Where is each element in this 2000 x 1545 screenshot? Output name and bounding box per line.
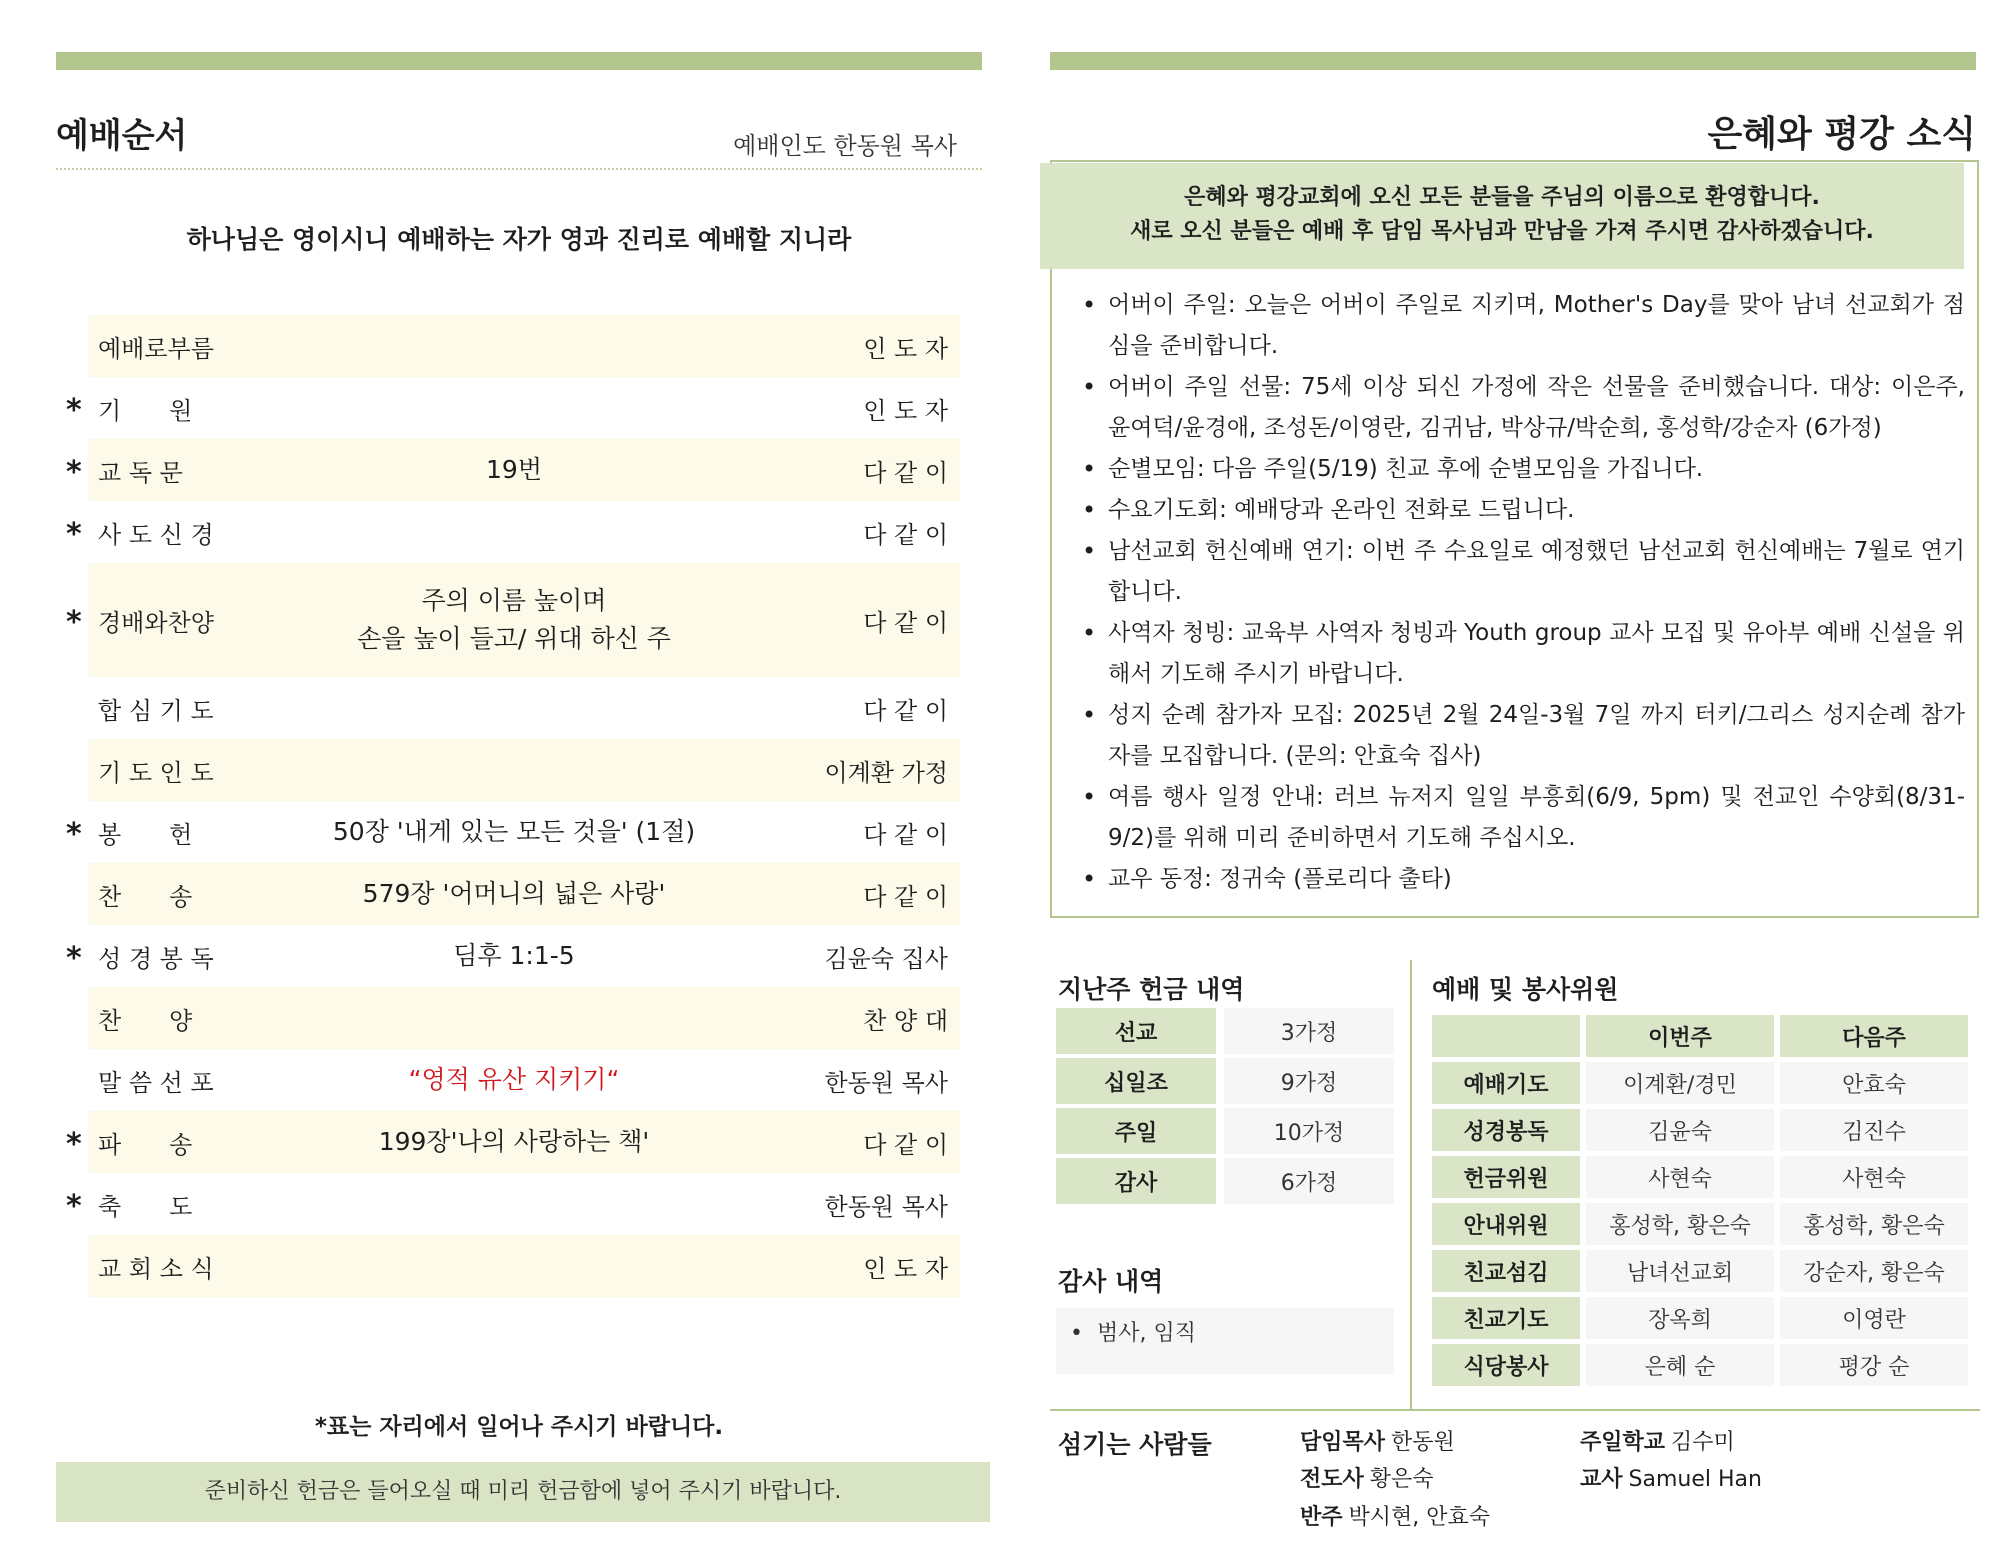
thanks-item: • 범사, 임직: [1070, 1316, 1196, 1347]
order-row: [66, 677, 960, 739]
service-this-week: 남녀선교회: [1586, 1250, 1774, 1292]
offering-note: 준비하신 헌금은 들어오실 때 미리 헌금함에 넣어 주시기 바랍니다.: [56, 1462, 990, 1522]
servant-entry: [1300, 1500, 1490, 1531]
order-item-leader: 다 같 이: [863, 820, 948, 849]
order-item-content: 주의 이름 높이며 손을 높이 들고/ 위대 하신 주: [357, 586, 671, 653]
news-item: • 어버이 주일 선물: 75세 이상 되신 가정에 작은 선물을 준비했습니다. 대상: 이은주, 윤여덕/윤경애, 조성돈/이영란, 김귀남, 박상규/박순희, 홍성학/강순자 (6가정): [1080, 367, 1965, 449]
service-next-week: 안효숙: [1780, 1062, 1968, 1104]
order-row: [66, 987, 960, 1049]
worship-leader: 예배인도 한동원 목사: [733, 132, 957, 160]
stand-marker: [66, 1015, 88, 1021]
service-row: [1432, 1203, 1968, 1245]
scripture-verse: 하나님은 영이시니 예배하는 자가 영과 진리로 예배할 지니라: [186, 225, 852, 254]
order-row: [66, 439, 960, 501]
offering-summary-title: 지난주 헌금 내역: [1058, 975, 1245, 1004]
order-item-name: 사 도 신 경: [98, 520, 214, 549]
order-item-content: 50장 '내게 있는 모든 것을' (1절): [332, 817, 696, 846]
stand-marker: *: [66, 817, 82, 852]
stand-marker: *: [66, 517, 82, 552]
order-item-leader: 김윤숙 집사: [824, 944, 948, 973]
order-item-content: 579장 '어머니의 넓은 사랑': [362, 879, 666, 908]
service-committee-table: [1426, 1010, 1974, 1391]
order-item-leader: 다 같 이: [863, 608, 948, 637]
service-role: 성경봉독: [1432, 1109, 1580, 1151]
stand-marker: *: [66, 605, 82, 640]
order-item-name: 파 송: [98, 1130, 193, 1159]
service-role: 친교섬김: [1432, 1250, 1580, 1292]
order-row: [66, 1173, 960, 1235]
order-item-leader: 한동원 목사: [824, 1192, 948, 1221]
service-role: 예배기도: [1432, 1062, 1580, 1104]
welcome-line-1: 은혜와 평강교회에 오신 모든 분들을 주님의 이름으로 환영합니다.: [1184, 185, 1820, 210]
offering-value: 9가정: [1216, 1058, 1394, 1104]
order-row: [66, 1111, 960, 1173]
service-next-week: 홍성학, 황은숙: [1780, 1203, 1968, 1245]
stand-marker: [66, 767, 88, 773]
order-item-content: “영적 유산 지키기“: [408, 1065, 620, 1094]
service-next-week: 사현숙: [1780, 1156, 1968, 1198]
service-this-week: 김윤숙: [1586, 1109, 1774, 1151]
servant-entry: [1580, 1462, 1762, 1493]
order-item-name: 기 원: [98, 396, 193, 425]
stand-marker: *: [66, 1127, 82, 1162]
order-item-content: 19번: [486, 455, 542, 484]
stand-marker: *: [66, 1189, 82, 1224]
order-item-name: 기 도 인 도: [98, 758, 214, 787]
order-row: [66, 501, 960, 563]
offering-value: 3가정: [1216, 1008, 1394, 1054]
vertical-divider: [1410, 960, 1412, 1410]
order-item-name: 말 씀 선 포: [98, 1068, 214, 1097]
offering-label: 감사: [1056, 1158, 1216, 1204]
stand-marker: [66, 1263, 88, 1269]
welcome-line-2: 새로 오신 분들은 예배 후 담임 목사님과 만남을 가져 주시면 감사하겠습니다.: [1130, 219, 1874, 244]
service-this-week: 이계환/경민: [1586, 1062, 1774, 1104]
order-item-leader: 한동원 목사: [824, 1068, 948, 1097]
service-row: [1432, 1109, 1968, 1151]
order-item-name: 봉 헌: [98, 820, 193, 849]
news-item: • 어버이 주일: 오늘은 어버이 주일로 지키며, Mother's Day를 맞아 남녀 선교회가 점심을 준비합니다.: [1080, 285, 1965, 367]
stand-note: *표는 자리에서 일어나 주시기 바랍니다.: [314, 1414, 724, 1440]
worship-order-title: 예배순서: [56, 116, 188, 156]
right-top-bar: [1050, 52, 1976, 70]
order-item-content: 딤후 1:1-5: [453, 941, 575, 970]
offering-row: [1056, 1008, 1394, 1054]
order-item-name: 예배로부름: [98, 334, 214, 363]
news-item: • 순별모임: 다음 주일(5/19) 친교 후에 순별모임을 가집니다.: [1080, 449, 1965, 490]
order-row: [66, 739, 960, 801]
service-next-week: 평강 순: [1780, 1344, 1968, 1386]
order-item-leader: 이계환 가정: [824, 758, 948, 787]
offering-summary-table: [1056, 1004, 1394, 1208]
left-top-bar: [56, 52, 982, 70]
order-item-name: 찬 송: [98, 882, 193, 911]
order-row: [66, 563, 960, 677]
order-row: [66, 377, 960, 439]
order-row: [66, 1235, 960, 1297]
service-row: [1432, 1156, 1968, 1198]
order-item-name: 성 경 봉 독: [98, 944, 214, 973]
servant-role: 반주: [1300, 1505, 1343, 1530]
order-item-name: 합 심 기 도: [98, 696, 214, 725]
servants-title: 섬기는 사람들: [1058, 1430, 1212, 1459]
worship-order-list: [66, 315, 960, 1297]
order-item-leader: 다 같 이: [863, 882, 948, 911]
stand-marker: [66, 1077, 88, 1083]
offering-value: 6가정: [1216, 1158, 1394, 1204]
servant-entry: [1300, 1462, 1434, 1493]
order-row: [66, 925, 960, 987]
servant-name: 한동원: [1391, 1430, 1455, 1455]
news-item: • 성지 순례 참가자 모집: 2025년 2월 24일-3월 7일 까지 터키/그리스 성지순례 참가자를 모집합니다. (문의: 안효숙 집사): [1080, 695, 1965, 777]
news-list: [1080, 285, 1965, 900]
order-item-name: 교 독 문: [98, 458, 183, 487]
service-column-header: 이번주: [1586, 1015, 1774, 1057]
order-row: [66, 315, 960, 377]
order-item-name: 경배와찬양: [98, 608, 214, 637]
service-next-week: 이영란: [1780, 1297, 1968, 1339]
news-item: • 여름 행사 일정 안내: 러브 뉴저지 일일 부흥회(6/9, 5pm) 및 전교인 수양회(8/31-9/2)를 위해 미리 준비하면서 기도해 주십시오.: [1080, 777, 1965, 859]
offering-row: [1056, 1108, 1394, 1154]
service-committee-title: 예배 및 봉사위원: [1432, 975, 1619, 1004]
order-item-leader: 다 같 이: [863, 696, 948, 725]
service-this-week: 은혜 순: [1586, 1344, 1774, 1386]
servant-role: 주일학교: [1580, 1430, 1666, 1455]
service-row: [1432, 1062, 1968, 1104]
dotted-divider: [56, 168, 982, 170]
order-row: [66, 1049, 960, 1111]
servant-role: 담임목사: [1300, 1430, 1386, 1455]
news-item: • 교우 동정: 정귀숙 (플로리다 출타): [1080, 859, 1965, 900]
service-row: [1432, 1344, 1968, 1386]
offering-row: [1056, 1058, 1394, 1104]
servant-name: 김수미: [1671, 1430, 1735, 1455]
order-item-leader: 인 도 자: [863, 396, 948, 425]
servant-name: 박시현, 안효숙: [1348, 1505, 1491, 1530]
news-title: 은혜와 평강 소식: [1707, 114, 1976, 155]
order-item-leader: 찬 양 대: [863, 1006, 948, 1035]
servant-name: 황은숙: [1369, 1467, 1434, 1492]
offering-label: 주일: [1056, 1108, 1216, 1154]
order-item-leader: 인 도 자: [863, 334, 948, 363]
servant-name: Samuel Han: [1628, 1467, 1762, 1492]
stand-marker: [66, 343, 88, 349]
order-item-name: 교 회 소 식: [98, 1254, 214, 1283]
service-this-week: 사현숙: [1586, 1156, 1774, 1198]
order-item-content: 199장'나의 사랑하는 책': [378, 1127, 650, 1156]
order-item-leader: 인 도 자: [863, 1254, 948, 1283]
servant-entry: [1300, 1425, 1455, 1456]
news-item: • 남선교회 헌신예배 연기: 이번 주 수요일로 예정했던 남선교회 헌신예배는 7월로 연기합니다.: [1080, 531, 1965, 613]
order-item-name: 찬 양: [98, 1006, 193, 1035]
service-column-header: [1432, 1015, 1580, 1057]
service-this-week: 장옥희: [1586, 1297, 1774, 1339]
stand-marker: *: [66, 455, 82, 490]
stand-marker: *: [66, 393, 82, 428]
order-item-leader: 다 같 이: [863, 1130, 948, 1159]
stand-marker: [66, 705, 88, 711]
offering-label: 십일조: [1056, 1058, 1216, 1104]
service-role: 친교기도: [1432, 1297, 1580, 1339]
news-item: • 수요기도회: 예배당과 온라인 전화로 드립니다.: [1080, 490, 1965, 531]
servant-role: 전도사: [1300, 1467, 1364, 1492]
service-row: [1432, 1297, 1968, 1339]
service-column-header: 다음주: [1780, 1015, 1968, 1057]
horizontal-divider: [1050, 1409, 1980, 1411]
service-role: 안내위원: [1432, 1203, 1580, 1245]
offering-value: 10가정: [1216, 1108, 1394, 1154]
order-row: [66, 863, 960, 925]
order-row: [66, 801, 960, 863]
offering-row: [1056, 1158, 1394, 1204]
service-row: [1432, 1250, 1968, 1292]
order-item-leader: 다 같 이: [863, 520, 948, 549]
thanks-title: 감사 내역: [1058, 1267, 1164, 1296]
welcome-banner: [1040, 163, 1964, 269]
servant-role: 교사: [1580, 1467, 1623, 1492]
order-item-name: 축 도: [98, 1192, 193, 1221]
service-next-week: 강순자, 황은숙: [1780, 1250, 1968, 1292]
order-item-leader: 다 같 이: [863, 458, 948, 487]
stand-marker: [66, 891, 88, 897]
news-item: • 사역자 청빙: 교육부 사역자 청빙과 Youth group 교사 모집 및 유아부 예배 신설을 위해서 기도해 주시기 바랍니다.: [1080, 613, 1965, 695]
stand-marker: *: [66, 941, 82, 976]
offering-label: 선교: [1056, 1008, 1216, 1054]
service-role: 식당봉사: [1432, 1344, 1580, 1386]
servant-entry: [1580, 1425, 1735, 1456]
service-role: 헌금위원: [1432, 1156, 1580, 1198]
service-this-week: 홍성학, 황은숙: [1586, 1203, 1774, 1245]
service-next-week: 김진수: [1780, 1109, 1968, 1151]
